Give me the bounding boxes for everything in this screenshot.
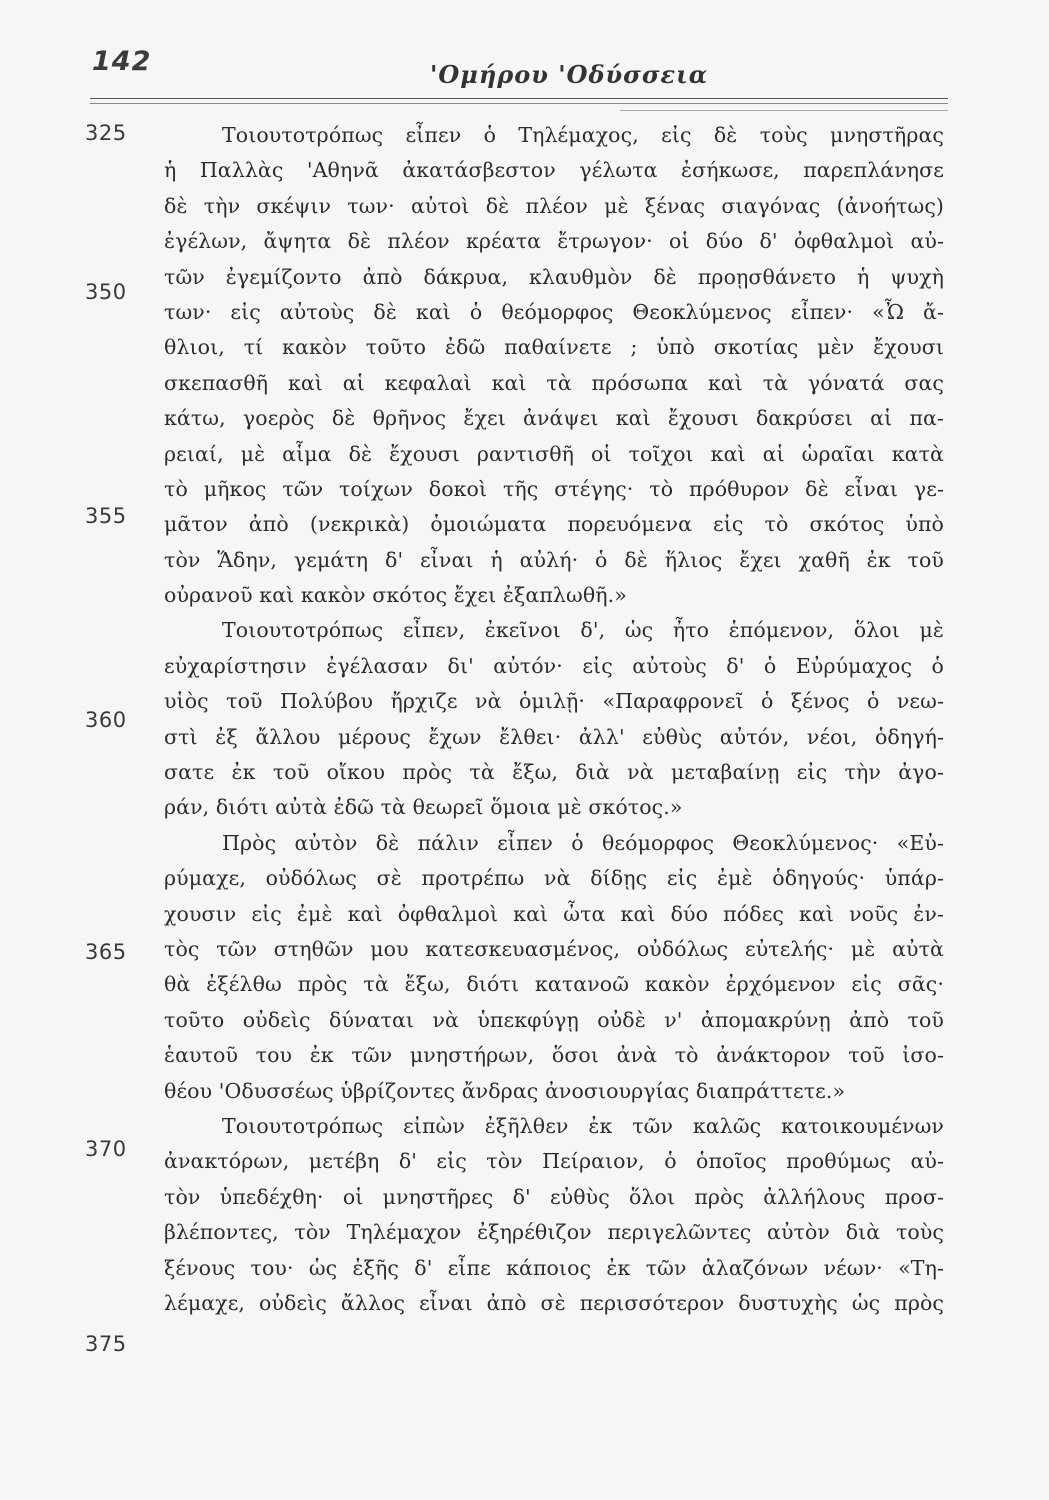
text-line: ἑαυτοῦ του ἐκ τῶν μνηστήρων, ὅσοι ἀνὰ τὸ ἀνάκτορον τοῦ ἰσο-: [164, 1043, 944, 1068]
text-line: θλιοι, τί κακὸν τοῦτο ἐδῶ παθαίνετε ; ὑπὸ σκοτίας μὲν ἔχουσι: [164, 335, 944, 360]
text-line: τοῦτο οὐδεὶς δύναται νὰ ὑπεκφύγῃ οὐδὲ ν' ἀπομακρύνῃ ἀπὸ τοῦ: [164, 1007, 944, 1032]
text-line: θὰ ἐξέλθω πρὸς τὰ ἔξω, διότι κατανοῶ κακὸν ἐρχόμενον εἰς σᾶς·: [164, 972, 944, 997]
text-line: βλέποντες, τὸν Τηλέμαχον ἐξηρέθιζον περιγελῶντες αὐτὸν διὰ τοὺς: [164, 1220, 944, 1245]
text-line: λέμαχε, οὐδεὶς ἄλλος εἶναι ἀπὸ σὲ περισσότερον δυστυχὴς ὡς πρὸς: [164, 1290, 944, 1315]
line-number: 370: [85, 1137, 127, 1161]
text-line: Τοιουτοτρόπως εἶπεν, ἐκεῖνοι δ', ὡς ἦτο ἑπόμενον, ὅλοι μὲ: [222, 618, 944, 643]
text-line: Τοιουτοτρόπως εἰπὼν ἐξῆλθεν ἐκ τῶν καλῶς κατοικουμένων: [222, 1113, 944, 1138]
text-line: σατε ἐκ τοῦ οἴκου πρὸς τὰ ἔξω, διὰ νὰ μεταβαίνῃ εἰς τὴν ἀγο-: [164, 760, 944, 785]
text-line: τὸν Ἅδην, γεμάτη δ' εἶναι ἡ αὐλή· ὁ δὲ ἥλιος ἔχει χαθῆ ἐκ τοῦ: [164, 547, 944, 572]
line-number: 350: [85, 280, 127, 304]
text-line: δὲ τὴν σκέψιν των· αὐτοὶ δὲ πλέον μὲ ξένας σιαγόνας (ἀνοήτως): [164, 193, 944, 218]
text-line: ἡ Παλλὰς 'Αθηνᾶ ἀκατάσβεστον γέλωτα ἐσήκωσε, παρεπλάνησε: [164, 158, 944, 183]
text-line: χουσιν εἰς ἐμὲ καὶ ὀφθαλμοὶ καὶ ὦτα καὶ δύο πόδες καὶ νοῦς ἐν-: [164, 901, 944, 926]
text-line: τὸς τῶν στηθῶν μου κατεσκευασμένος, οὐδόλως εὐτελής· μὲ αὐτὰ: [164, 936, 944, 961]
line-number: 360: [85, 708, 127, 732]
text-line: ἀνακτόρων, μετέβη δ' εἰς τὸν Πείραιον, ὁ ὁποῖος προθύμως αὐ-: [164, 1149, 944, 1174]
text-line: σκεπασθῆ καὶ αἱ κεφαλαὶ καὶ τὰ πρόσωπα καὶ τὰ γόνατά σας: [164, 370, 944, 395]
header-rule-short: [620, 110, 948, 111]
text-line: Τοιουτοτρόπως εἶπεν ὁ Τηλέμαχος, εἰς δὲ τοὺς μνηστῆρας: [222, 123, 944, 147]
text-line: στὶ ἐξ ἄλλου μέρους ἔχων ἔλθει· ἀλλ' εὐθὺς αὐτόν, νέοι, ὁδηγή-: [164, 724, 944, 749]
text-line: κάτω, γοερὸς δὲ θρῆνος ἔχει ἀνάψει καὶ ἔχουσι δακρύσει αἱ πα-: [164, 406, 944, 431]
text-line: τὸν ὑπεδέχθη· οἱ μνηστῆρες δ' εὐθὺς ὅλοι πρὸς ἀλλήλους προσ-: [164, 1184, 944, 1209]
text-line: θέου 'Οδυσσέως ὑβρίζοντες ἄνδρας ἀνοσιουργίας διαπράττετε.»: [164, 1078, 846, 1103]
header-rule-secondary: [90, 103, 948, 104]
text-line: Πρὸς αὐτὸν δὲ πάλιν εἶπεν ὁ θεόμορφος Θεοκλύμενος· «Εὐ-: [222, 830, 944, 855]
text-line: ρειαί, μὲ αἷμα δὲ ἔχουσι ραντισθῆ οἱ τοῖχοι καὶ αἱ ὡραῖαι κατὰ: [164, 441, 944, 466]
text-line: των· εἰς αὐτοὺς δὲ καὶ ὁ θεόμορφος Θεοκλύμενος εἶπεν· «Ὦ ἄ-: [164, 299, 944, 324]
body-text: [164, 118, 944, 1321]
line-number: 355: [85, 504, 127, 528]
line-number: 325: [85, 121, 127, 145]
text-line: ξένους του· ὡς ἑξῆς δ' εἶπε κάποιος ἐκ τῶν ἀλαζόνων νέων· «Τη-: [164, 1255, 944, 1280]
text-line: μᾶτον ἀπὸ (νεκρικὰ) ὁμοιώματα πορευόμενα εἰς τὸ σκότος ὑπὸ: [164, 512, 944, 537]
text-line: ρύμαχε, οὐδόλως σὲ προτρέπω νὰ δίδῃς εἰς ἐμὲ ὁδηγούς· ὑπάρ-: [164, 866, 944, 891]
text-line: τὸ μῆκος τῶν τοίχων δοκοὶ τῆς στέγης· τὸ πρόθυρον δὲ εἶναι γε-: [164, 476, 944, 501]
page-header: [90, 44, 948, 100]
line-number: 365: [85, 940, 127, 964]
text-line: ἐγέλων, ἄψητα δὲ πλέον κρέατα ἔτρωγον· οἱ δύο δ' ὀφθαλμοὶ αὐ-: [164, 229, 944, 254]
text-line: εὐχαρίστησιν ἐγέλασαν δι' αὐτόν· εἰς αὐτοὺς δ' ὁ Εὐρύμαχος ὁ: [164, 653, 944, 678]
line-number: 375: [85, 1332, 127, 1356]
page-number: 142: [92, 46, 152, 77]
text-line: ράν, διότι αὐτὰ ἐδῶ τὰ θεωρεῖ ὅμοια μὲ σκότος.»: [164, 795, 683, 820]
text-line: τῶν ἐγεμίζοντο ἀπὸ δάκρυα, κλαυθμὸν δὲ προῃσθάνετο ἡ ψυχὴ: [164, 264, 944, 289]
running-title: 'Ομήρου 'Οδύσσεια: [430, 60, 709, 89]
header-rule: [90, 98, 948, 99]
text-line: υἱὸς τοῦ Πολύβου ἤρχιζε νὰ ὁμιλῇ· «Παραφρονεῖ ὁ ξένος ὁ νεω-: [164, 689, 944, 714]
text-line: οὐρανοῦ καὶ κακὸν σκότος ἔχει ἐξαπλωθῆ.»: [164, 583, 627, 608]
